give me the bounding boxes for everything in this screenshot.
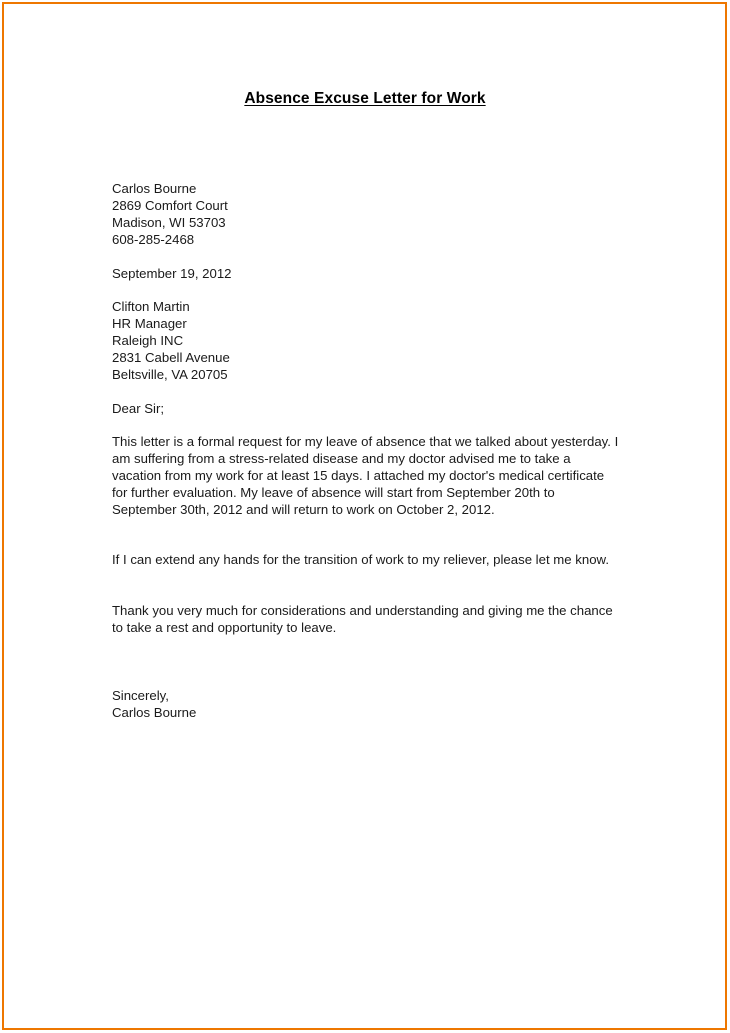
recipient-name: Clifton Martin: [112, 299, 190, 314]
body-paragraph-3: Thank you very much for considerations and understanding and giving me the chance to take a rest and opportunity to leave.: [112, 603, 613, 635]
recipient-job-title: HR Manager: [112, 315, 187, 331]
page-title-text: Absence Excuse Letter for Work: [244, 90, 486, 107]
recipient-city-state-zip: Beltsville, VA 20705: [112, 366, 228, 382]
closing-block: [112, 688, 620, 722]
body-paragraph-1: This letter is a formal request for my leave of absence that we talked about yesterday. I am suffering from a stress-related disease and my doctor advised me to take a vacation from my work for at least 15 days. I attached my doctor's medical certificate for further evaluation. My leave of absence will start from September 20th to September 30th, 2012 and will return to work on October 2, 2012.: [112, 434, 619, 517]
sender-phone: 608-285-2468: [112, 231, 195, 247]
sender-address-block: [112, 181, 620, 249]
recipient-street: 2831 Cabell Avenue: [112, 349, 230, 365]
letter-date-text: September 19, 2012: [112, 266, 232, 281]
sender-street: 2869 Comfort Court: [112, 197, 228, 213]
salutation: [112, 401, 620, 418]
sender-city-state-zip: Madison, WI 53703: [112, 214, 226, 230]
closing-signature-name: Carlos Bourne: [112, 704, 197, 720]
salutation-text: Dear Sir;: [112, 401, 165, 416]
closing-valediction: Sincerely,: [112, 688, 169, 703]
page-title: [0, 90, 730, 108]
recipient-address-block: [112, 299, 620, 384]
body-paragraph-2: If I can extend any hands for the transition of work to my reliever, please let me know.: [112, 552, 609, 567]
sender-name: Carlos Bourne: [112, 181, 197, 196]
recipient-company: Raleigh INC: [112, 332, 184, 348]
letter-date: [112, 266, 620, 283]
